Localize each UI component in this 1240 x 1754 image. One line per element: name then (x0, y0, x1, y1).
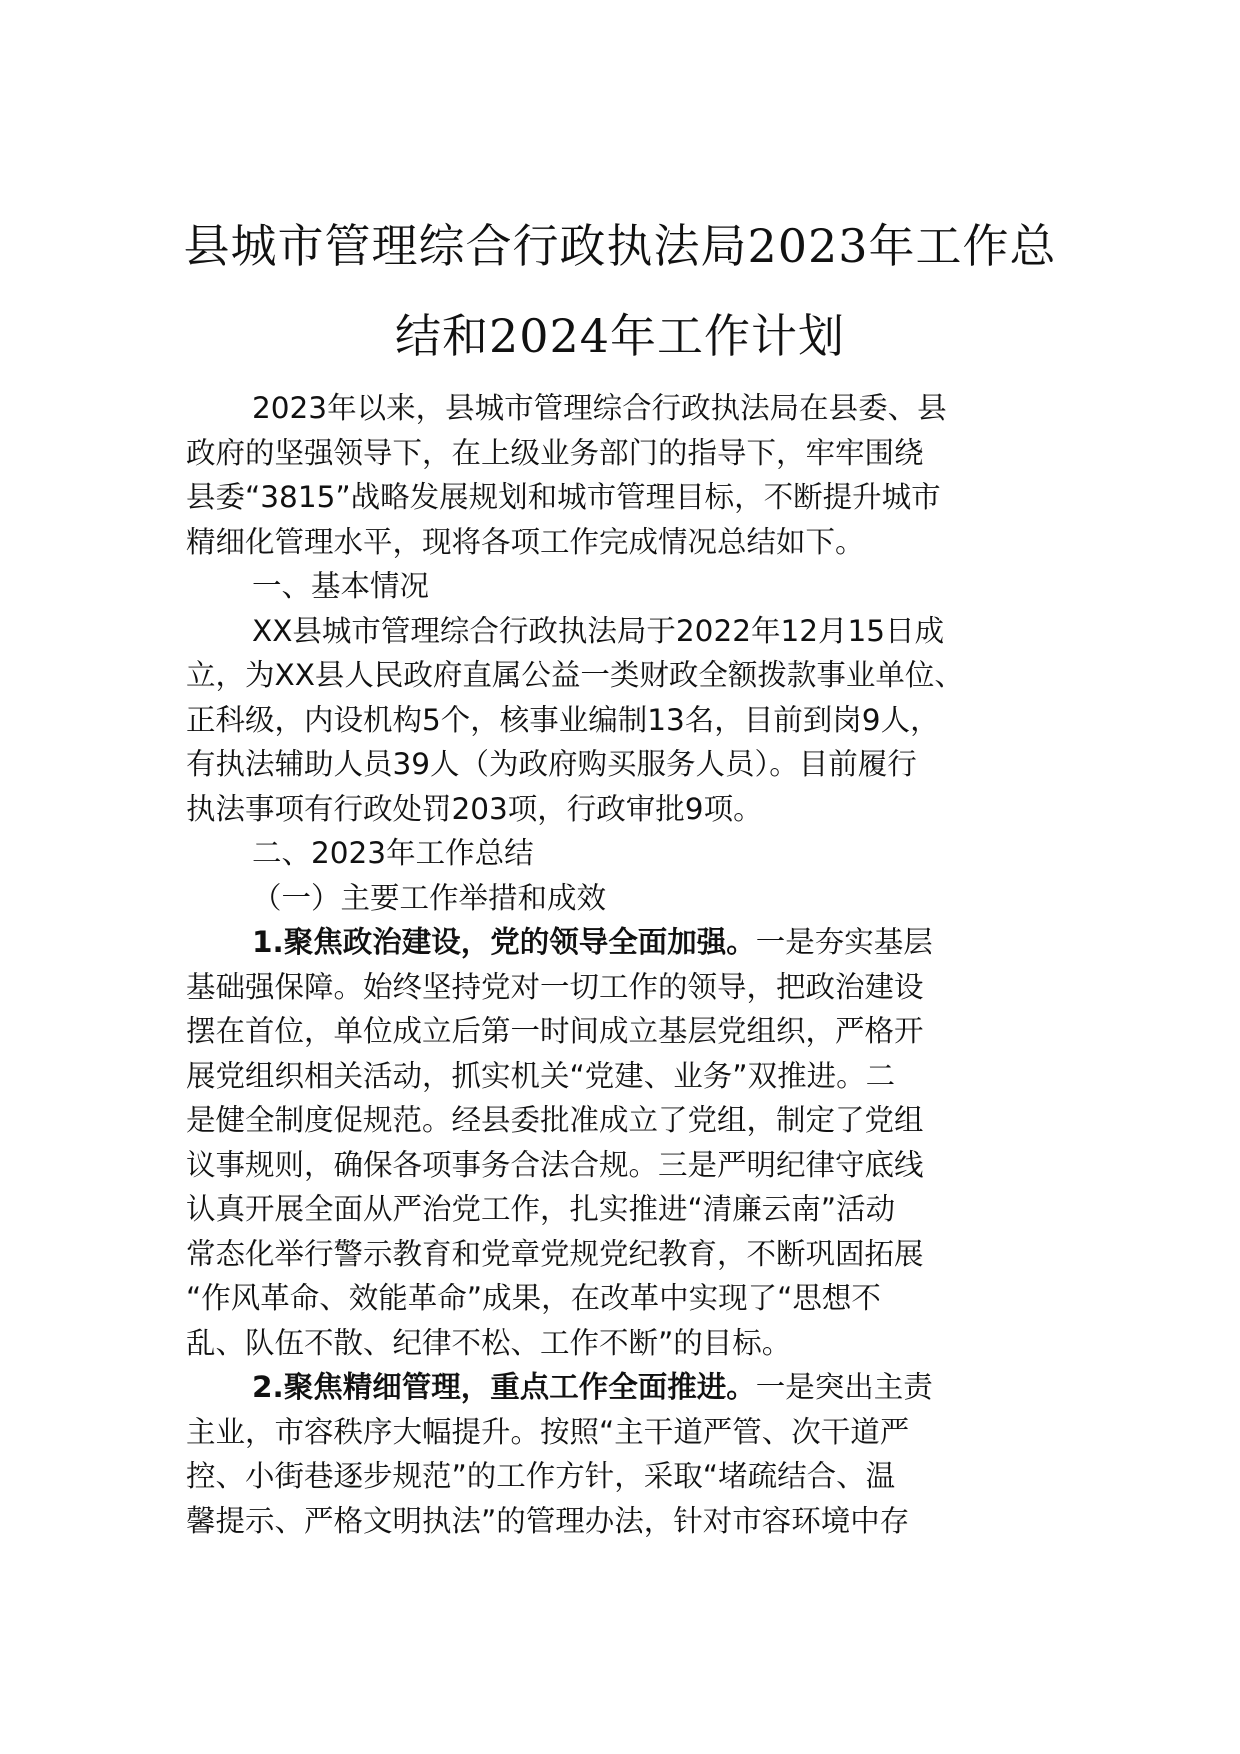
body-line (186, 1365, 1066, 1410)
body-line (186, 742, 1066, 787)
document-body (186, 386, 1066, 1543)
line-text: “作风革命、效能革命”成果，在改革中实现了“思想不 (186, 1281, 881, 1315)
document-title-line-2: 结和2024年工作计划 (394, 309, 846, 363)
body-line (186, 609, 1066, 654)
body-line (186, 1187, 1066, 1232)
line-text: 常态化举行警示教育和党章党规党纪教育，不断巩固拓展 (186, 1236, 924, 1271)
line-text: 认真开展全面从严治党工作，扎实推进“清廉云南”活动 (186, 1192, 896, 1226)
body-line (186, 431, 1066, 476)
body-line (186, 698, 1066, 743)
body-line (186, 386, 1066, 431)
body-line (186, 965, 1066, 1010)
body-line (186, 876, 1066, 921)
body-line (186, 1499, 1066, 1544)
body-line (186, 1410, 1066, 1455)
line-text: 展党组织相关活动，抓实机关“党建、业务”双推进。二 (186, 1058, 896, 1093)
line-text: 主业，市容秩序大幅提升。按照“主干道严管、次干道严 (186, 1414, 910, 1449)
line-text: 控、小街巷逐步规范”的工作方针，采取“堵疏结合、温 (186, 1459, 896, 1493)
line-text: 2023年以来，县城市管理综合行政执法局在县委、县 (252, 391, 947, 425)
line-text: XX县城市管理综合行政执法局于2022年12月15日成 (252, 613, 945, 648)
body-line (186, 787, 1066, 832)
body-line (186, 1009, 1066, 1054)
body-line (186, 564, 1066, 609)
line-text: 一是突出主责 (755, 1370, 933, 1404)
bold-heading: 1.聚焦政治建设，党的领导全面加强。 (252, 925, 756, 959)
line-text: 摆在首位，单位成立后第一时间成立基层党组织，严格开 (186, 1014, 924, 1048)
line-text: 立，为XX县人民政府直属公益一类财政全额拨款事业单位、 (186, 658, 964, 692)
body-line (186, 1321, 1066, 1366)
body-line (186, 1276, 1066, 1321)
line-text: 基础强保障。始终坚持党对一切工作的领导，把政治建设 (186, 969, 924, 1004)
body-line (186, 831, 1066, 876)
line-text: 二、2023年工作总结 (252, 836, 534, 870)
body-line (186, 475, 1066, 520)
body-line (186, 653, 1066, 698)
body-line (186, 1054, 1066, 1099)
line-text: 政府的坚强领导下，在上级业务部门的指导下，牢牢围绕 (186, 435, 924, 470)
line-text: 执法事项有行政处罚203项，行政审批9项。 (186, 791, 763, 826)
line-text: 一是夯实基层 (755, 925, 933, 959)
line-text: 有执法辅助人员39人（为政府购买服务人员）。目前履行 (186, 747, 917, 781)
line-text: 一、基本情况 (252, 569, 430, 603)
line-text: 精细化管理水平，现将各项工作完成情况总结如下。 (186, 524, 865, 559)
line-text: 乱、队伍不散、纪律不松、工作不断”的目标。 (186, 1325, 792, 1360)
line-text: 是健全制度促规范。经县委批准成立了党组，制定了党组 (186, 1103, 924, 1137)
body-line (186, 520, 1066, 565)
body-line (186, 920, 1066, 965)
body-line (186, 1098, 1066, 1143)
body-line (186, 1143, 1066, 1188)
line-text: 议事规则，确保各项事务合法合规。三是严明纪律守底线 (186, 1147, 924, 1182)
line-text: 县委“3815”战略发展规划和城市管理目标，不断提升城市 (186, 480, 941, 514)
line-text: 馨提示、严格文明执法”的管理办法，针对市容环境中存 (186, 1503, 910, 1538)
body-line (186, 1232, 1066, 1277)
document-title-line-1: 县城市管理综合行政执法局2023年工作总 (183, 219, 1057, 273)
line-text: （一）主要工作举措和成效 (252, 880, 607, 915)
bold-heading: 2.聚焦精细管理，重点工作全面推进。 (252, 1370, 756, 1404)
body-line (186, 1454, 1066, 1499)
line-text: 正科级，内设机构5个，核事业编制13名，目前到岗9人， (186, 702, 940, 737)
